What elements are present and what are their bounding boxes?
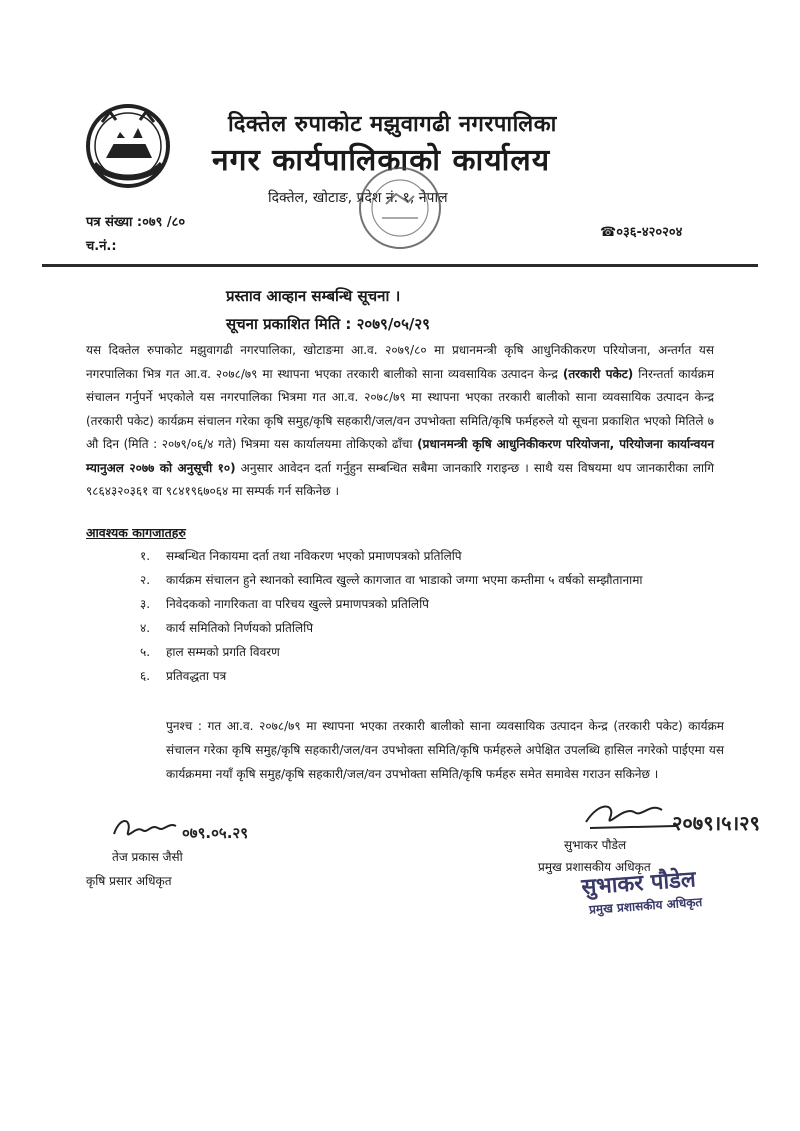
list-item-number: ४. [140,621,151,635]
seal-title: प्रमुख प्रशासकीय अधिकृत [588,894,703,917]
notice-title: प्रस्ताव आव्हान सम्बन्धि सूचना । [226,287,401,305]
body-text-1: यस दिक्तेल रुपाकोट मझुवागढी नगरपालिका, खोटाङमा आ.व. २०७९/८० मा प्रधानमन्त्री कृषि आधुनिकीकरण परियोजना, अन्तर्गत यस नगरपालिका भित्र गत आ.व. २०७८/७९ मा स्थापना भएका तरकारी बालीको साना व्यवसायिक उत्पादन केन्द्र [86,343,714,381]
body-text-3: अनुसार आवेदन दर्ता गर्नुहुन सम्बन्धित सबैमा जानकारि गराइन्छ । साथै यस विषयमा थप जानकारीका लागि ९८६४३२०३६१ वा ९८४१९६७०६४ मा सम्पर्क गर्न सकिनेछ । [86,460,715,498]
list-item-text: निवेदकको नागरिकता वा परिचय खुल्ले प्रमाणपत्रको प्रतिलिपि [166,597,429,611]
list-item [140,616,720,640]
list-item [140,568,720,592]
list-item [140,664,720,688]
left-signature [110,808,280,852]
reference-number: पत्र संख्या :०७९ /८० [86,215,186,230]
list-item [140,640,720,664]
body-bold-2: (प्रधानमन्त्री कृषि आधुनिकीकरण परियोजना, परियोजना कार्यान्वयन म्यानुअल २०७७ को अनुसूची १०) [86,437,714,475]
left-signatory-title: कृषि प्रसार अधिकृत [86,874,172,888]
list-item-text: कार्य समितिको निर्णयको प्रतिलिपि [166,621,314,635]
list-item-number: ५. [140,645,151,659]
list-item-number: ६. [140,669,151,683]
list-item-text: प्रतिवद्धता पत्र [166,669,227,683]
notice-body [86,339,714,504]
letterhead-divider [42,264,758,267]
list-item [140,544,720,568]
seal-name: सुभाकर पौडेल [580,867,697,901]
required-docs-list [140,544,720,688]
body-text-2: निरन्तर्ता कार्यक्रम संचालन गर्नुपर्ने भएकोले यस नगरपालिका भित्रमा गत आ.व. २०७८/७९ मा स्थापना भएका तरकारी बालीको साना व्यवसायिक उत्पादन केन्द्र (तरकारी पकेट) कार्यक्रम संचालन गरेका कृषि समुह/कृषि सहकारी/जल/वन उपभोक्ता समिति/कृषि फर्महरुले यो सूचना प्रकाशित भएको मितिले ७ औ दिन (मिति : २०७९/०६/४ गते) भित्रमा यस कार्यालयमा तोकिएको ढाँचा [86,366,714,451]
office-address: दिक्तेल, खोटाङ, प्रदेश नं. १, नेपाल [268,190,448,206]
required-docs-heading: आवश्यक कागजातहरु [86,525,186,540]
postscript: पुनश्च : गत आ.व. २०७८/७९ मा स्थापना भएका तरकारी बालीको साना व्यवसायिक उत्पादन केन्द्र (तरकारी पकेट) कार्यक्रम संचालन गरेका कृषि समुह/कृषि सहकारी/जल/वन उपभोक्ता समिति/कृषि फर्महरुले अपेक्षित उपलब्धि हासिल नगरेको पाईएमा यस कार्यक्रममा नयाँ कृषि समुह/कृषि सहकारी/जल/वन उपभोक्ता समिति/कृषि फर्महरु समेत समावेस गराउन सकिनेछ । [166,719,724,781]
office-name: नगर कार्यपालिकाको कार्यालय [212,143,551,178]
svg-text:२०७९।५।२९: २०७९।५।२९ [672,811,760,835]
right-signatory-title: प्रमुख प्रशासकीय अधिकृत [538,860,651,874]
office-round-stamp-icon [352,160,448,256]
svg-text:०७९.०५.२९: ०७९.०५.२९ [182,824,248,842]
list-item-text: हाल सम्मको प्रगति विवरण [166,645,280,659]
list-item [140,592,720,616]
dispatch-number: च.नं.: [86,239,117,254]
list-item-text: सम्बन्धित निकायमा दर्ता तथा नविकरण भएको प्रमाणपत्रको प्रतिलिपि [166,549,462,563]
government-emblem-icon [80,98,176,194]
list-item-text: कार्यक्रम संचालन हुने स्थानको स्वामित्व खुल्ले कागजात वा भाडाको जग्गा भएमा कम्तीमा ५ वर्षको सम्झौतानामा [166,573,643,587]
right-signatory-name: सुभाकर पौडेल [564,838,627,852]
organization-name: दिक्तेल रुपाकोट मझुवागढी नगरपालिका [228,112,557,137]
body-bold-1: (तरकारी पकेट) [562,366,634,381]
list-item-number: २. [140,573,151,587]
official-name-seal [580,861,733,923]
left-signatory-name: तेज प्रकास जैसी [112,850,183,864]
notice-date: सूचना प्रकाशित मिति : २०७९/०५/२९ [226,315,430,333]
list-item-number: १. [140,549,151,563]
list-item-number: ३. [140,597,151,611]
office-phone: ☎०३६-४२०२०४ [600,225,683,240]
